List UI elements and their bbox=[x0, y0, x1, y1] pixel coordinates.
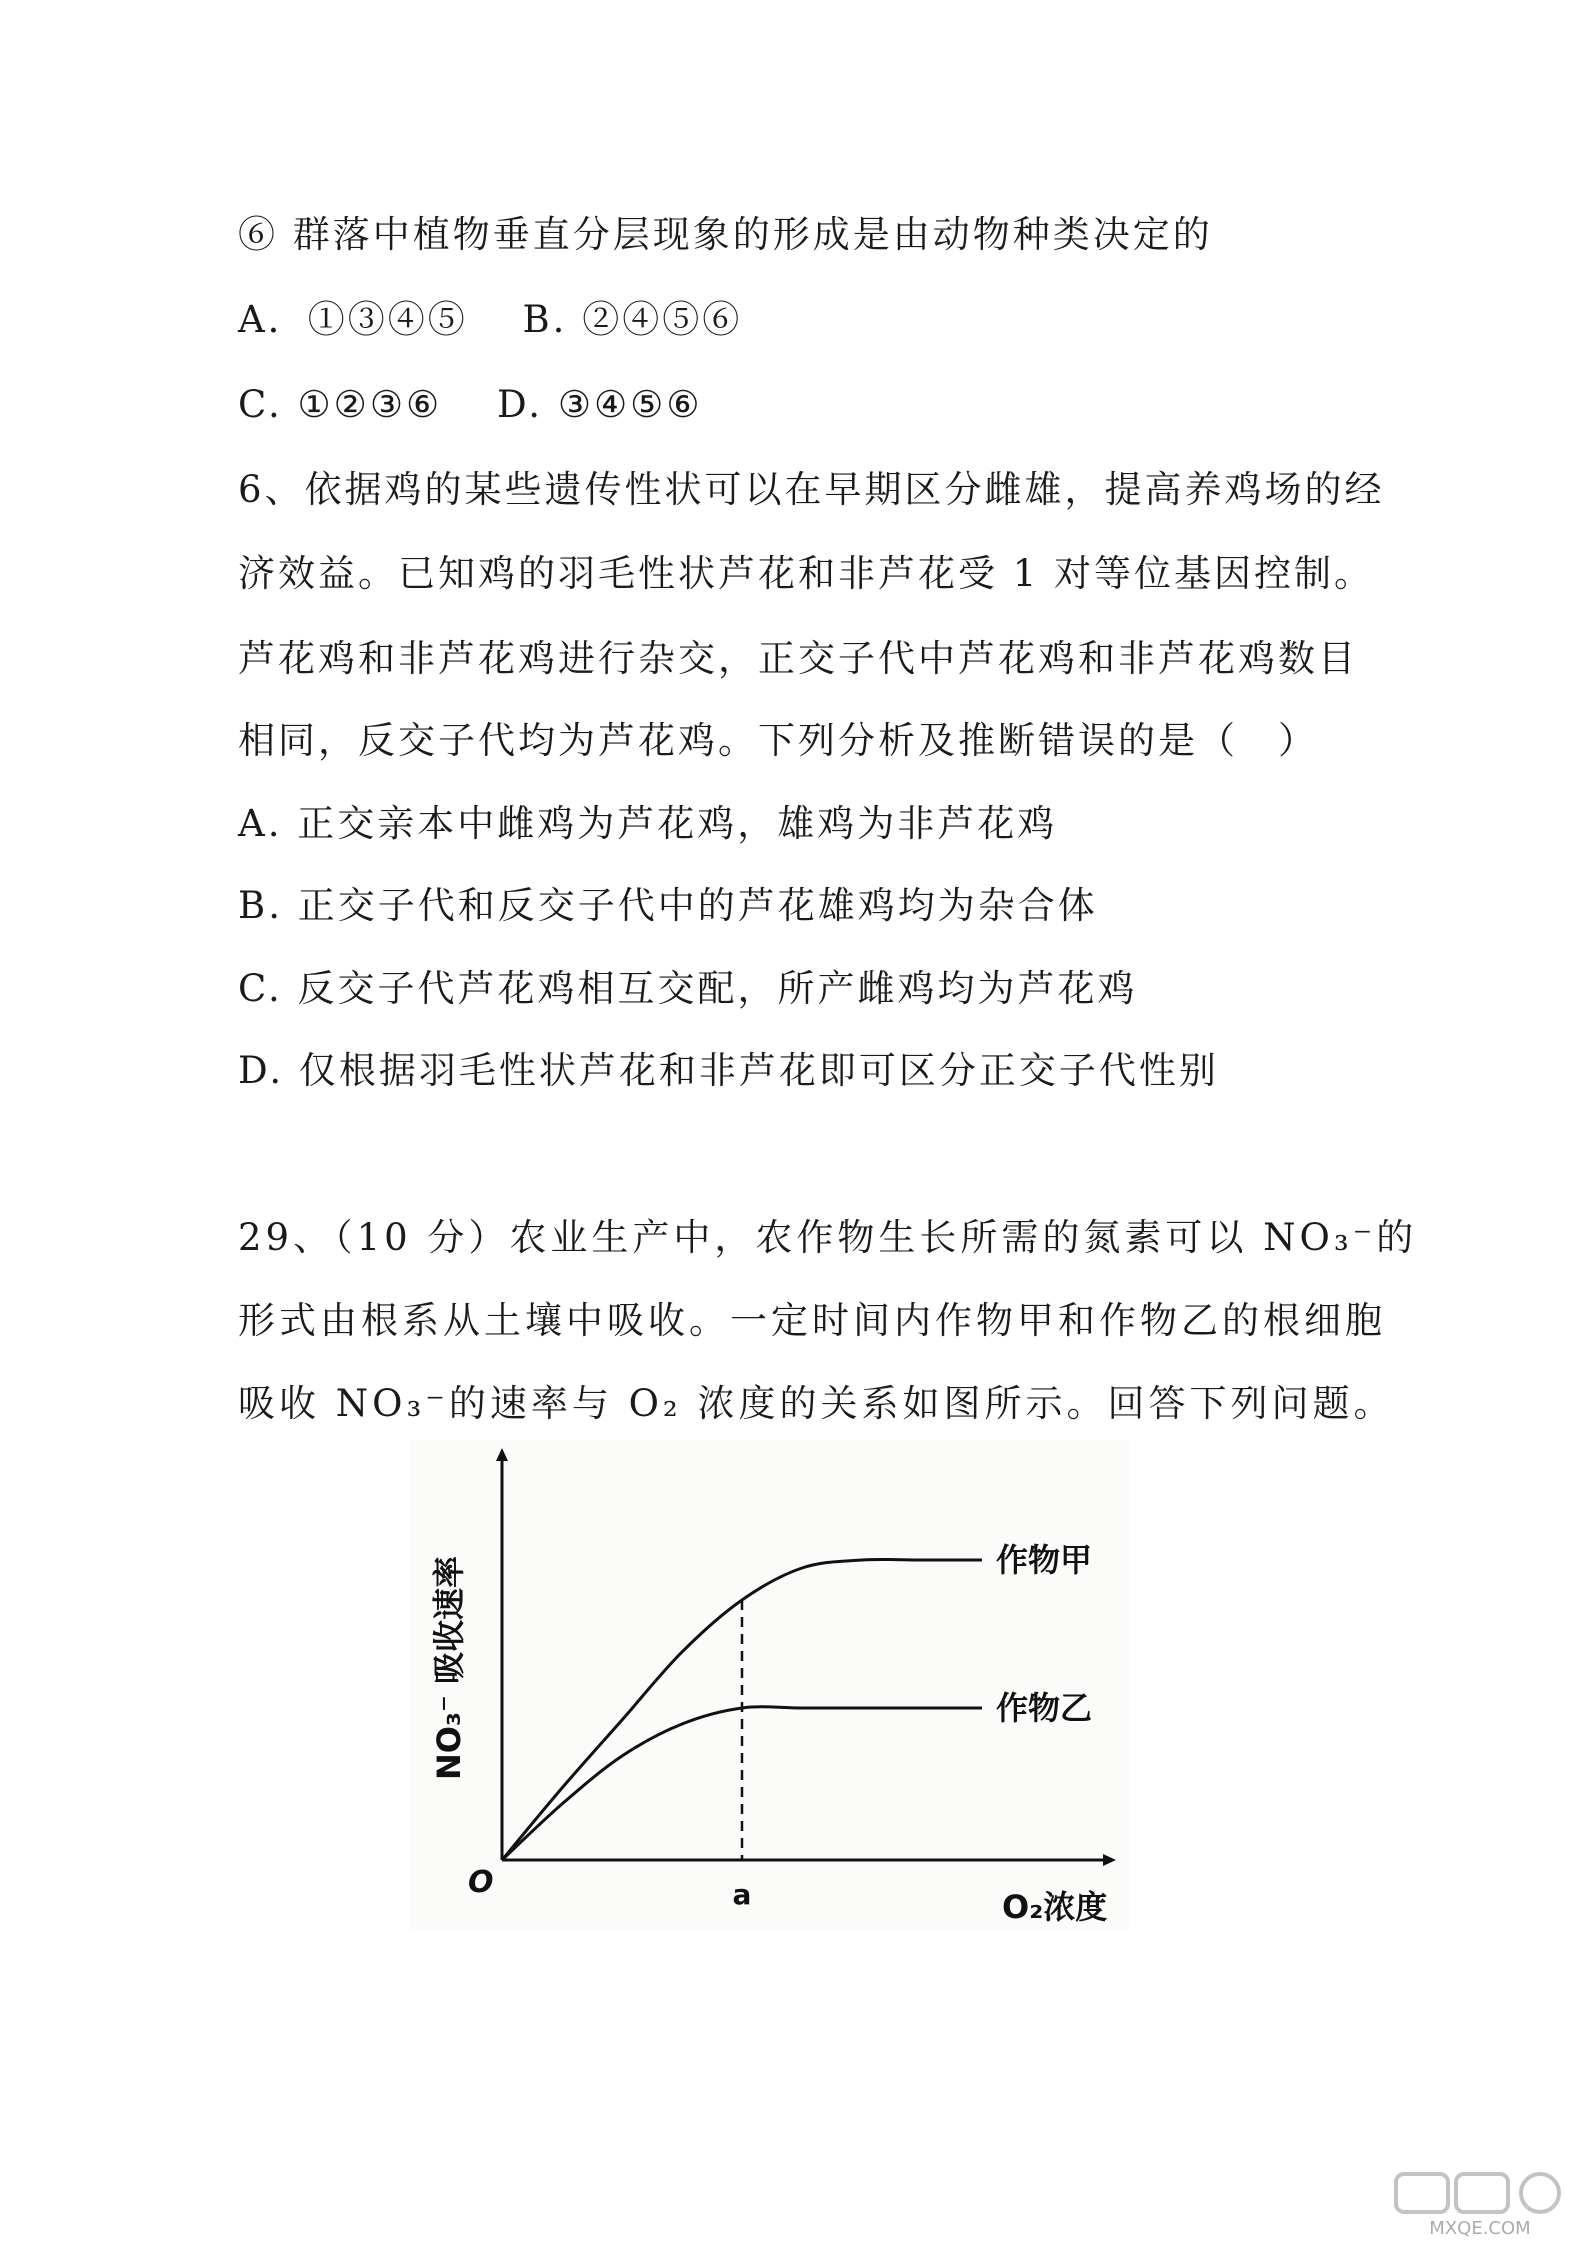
y-axis-label: NO₃⁻ 吸收速率 bbox=[430, 1555, 468, 1780]
question-6-stem-line-3: 芦花鸡和非芦花鸡进行杂交，正交子代中芦花鸡和非芦花鸡数目 bbox=[238, 637, 1358, 680]
question-6-stem-line-4: 相同，反交子代均为芦花鸡。下列分析及推断错误的是（ ） bbox=[238, 719, 1318, 762]
x-marker-label: a bbox=[732, 1878, 752, 1911]
chart-svg bbox=[410, 1440, 1130, 1930]
question-6-option-d: D. 仅根据羽毛性状芦花和非芦花即可区分正交子代性别 bbox=[238, 1049, 1219, 1092]
question-6-option-a: A. 正交亲本中雌鸡为芦花鸡，雄鸡为非芦花鸡 bbox=[238, 802, 1058, 845]
question-5-option-6: ⑥ 群落中植物垂直分层现象的形成是由动物种类决定的 bbox=[238, 213, 1213, 256]
series-line-2 bbox=[502, 1707, 982, 1860]
question-6-option-c: C. 反交子代芦花鸡相互交配，所产雌鸡均为芦花鸡 bbox=[238, 967, 1138, 1010]
question-29-stem-line-1: 29、（10 分）农业生产中，农作物生长所需的氮素可以 NO₃⁻的 bbox=[238, 1216, 1418, 1259]
question-5-choices-cd: C. ①②③⑥ D. ③④⑤⑥ bbox=[238, 383, 703, 426]
question-5-choices-ab: A．①③④⑤ B. ②④⑤⑥ bbox=[238, 298, 743, 341]
watermark-text: MXQE.COM bbox=[1429, 2218, 1531, 2239]
question-6-stem-line-1: 6、依据鸡的某些遗传性状可以在早期区分雌雄，提高养鸡场的经 bbox=[238, 468, 1385, 511]
watermark-logo bbox=[1390, 2170, 1570, 2240]
question-6-stem-line-2: 济效益。已知鸡的羽毛性状芦花和非芦花受 1 对等位基因控制。 bbox=[238, 552, 1375, 595]
origin-label: O bbox=[468, 1865, 494, 1900]
question-29-stem-line-3: 吸收 NO₃⁻的速率与 O₂ 浓度的关系如图所示。回答下列问题。 bbox=[238, 1382, 1395, 1425]
x-axis-label: O₂浓度 bbox=[1002, 1888, 1108, 1926]
series-label-2: 作物乙 bbox=[996, 1689, 1093, 1727]
question-29-stem-line-2: 形式由根系从土壤中吸收。一定时间内作物甲和作物乙的根细胞 bbox=[238, 1299, 1386, 1342]
no3-absorption-chart bbox=[410, 1440, 1130, 1930]
question-6-option-b: B. 正交子代和反交子代中的芦花雄鸡均为杂合体 bbox=[238, 884, 1098, 927]
series-label-1: 作物甲 bbox=[996, 1541, 1093, 1579]
